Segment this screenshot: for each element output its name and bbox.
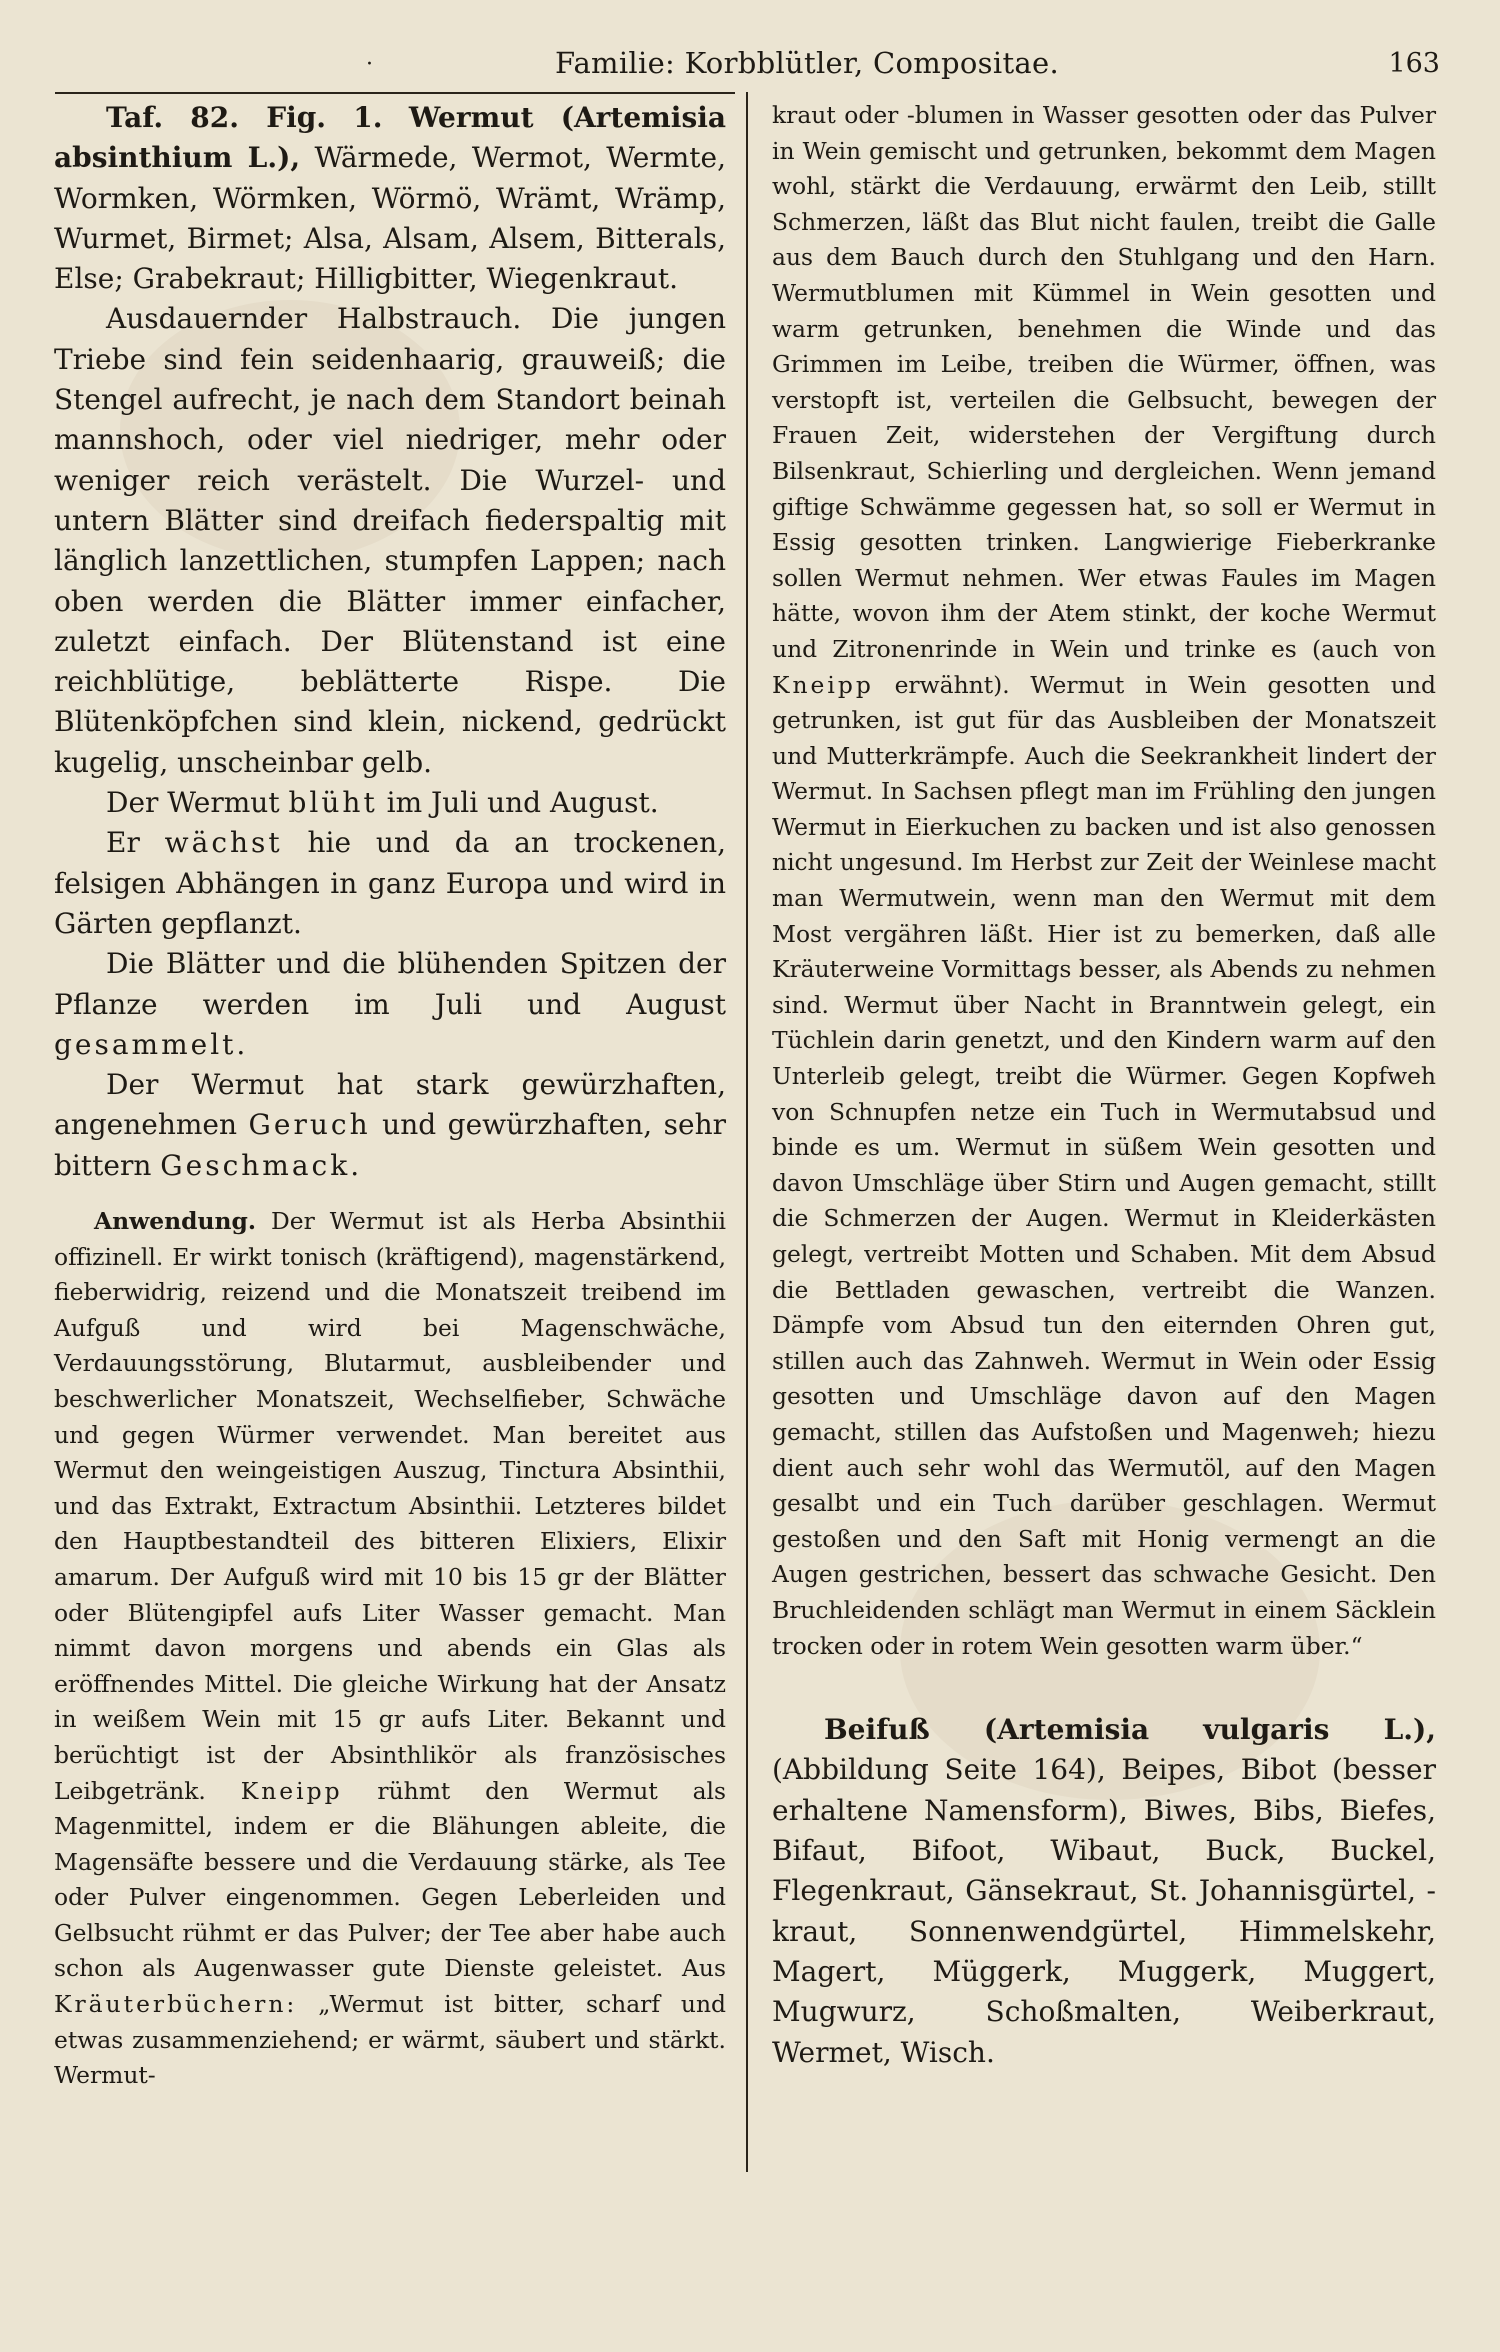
wermut-synonyms: Wärmede, Wermot, Wermte, Wormken, Wörmken, Wörmö, Wrämt, Wrämp, Wurmet, Birmet; Alsa, Alsam, Alsem, Bitterals, Else; Grabekraut; Hilligbitter, Wiegenkraut. [54,141,726,296]
header-rule [55,92,735,94]
quote-start: „Wermut ist bitter, scharf und etwas zusammenziehend; er wärmt, säubert und stärkt. Wermut- [54,1990,726,2090]
usage-kneipp-text: rühmt den Wermut als Magenmittel, indem er die Blähungen ableite, die Magensäfte bessere und die Verdauung stärke, als Tee oder Pulver eingenommen. Gegen Leberleiden und Gelbsucht rühmt er das Pulver; der Tee aber habe auch schon als Augenwasser gute Dienste geleistet. Aus [54,1776,727,1983]
beifuss-entry [772,1710,1436,2073]
habitat-prefix: Er [106,826,140,860]
quote-continuation [772,98,1436,1664]
smell-middle: und gewürzhaften, sehr bittern [54,1108,727,1182]
bloom-keyword: blüht [288,786,378,820]
bloom-prefix: Der Wermut [106,786,280,820]
kneipp-name-right: Kneipp [772,670,874,699]
column-divider [746,92,748,2172]
smell-prefix: Der Wermut hat stark gewürzhaften, angenehmen [54,1068,726,1142]
collection-prefix: Die Blätter und die blühenden Spitzen der Pflanze werden im Juli und August [54,947,726,1021]
quote-part-1: kraut oder -blumen in Wasser gesotten oder das Pulver in Wein gemischt und getrunken, bekommt dem Magen wohl, stärkt die Verdauung, erwärmt den Leib, stillt Schmerzen, läßt das Blut nicht faulen, treibt die Galle aus dem Bauch durch den Stuhlgang und den Harn. Wermutblumen mit Kümmel in Wein gesotten und warm getrunken, benehmen die Winde und das Grimmen im Leibe, treiben die Würmer, öffnen, was verstopft ist, verteilen die Gelbsucht, bewegen der Frauen Zeit, widerstehen der Vergiftung durch Bilsenkraut, Schierling und dergleichen. Wenn jemand giftige Schwämme gegessen hat, so soll er Wermut in Essig gesotten trinken. Langwierige Fieberkranke sollen Wermut nehmen. Wer etwas Faules im Magen hätte, wovon ihm der Atem stinkt, der koche Wermut und Zitronenrinde in Wein und trinke es (auch von [772,101,1436,663]
bloom-suffix: im Juli und August. [386,786,659,820]
beifuss-synonyms: (Abbildung Seite 164), Beipes, Bibot (besser erhaltene Namensform), Biwes, Bibs, Biefes, Bifaut, Bifoot, Wibaut, Buck, Buckel, Flegenkraut, Gänsekraut, St. Johannisgürtel, -kraut, Sonnenwendgürtel, Himmelskehr, Magert, Müggerk, Muggerk, Muggert, Mugwurz, Schoßmalten, Weiberkraut, Wermet, Wisch. [772,1753,1436,2069]
habitat-suffix: hie und da an trockenen, felsigen Abhängen in ganz Europa und wird in Gärten gepflanzt. [54,826,726,940]
quote-part-2: erwähnt). Wermut in Wein gesotten und getrunken, ist gut für das Ausbleiben der Monatszeit und Mutterkrämpfe. Auch die Seekrankheit lindert der Wermut. In Sachsen pflegt man im Frühling den jungen Wermut in Eierkuchen zu backen und ist also genossen nicht ungesund. Im Herbst zur Zeit der Weinlese macht man Wermutwein, wenn man den Wermut mit dem Most vergähren läßt. Hier ist zu bemerken, daß alle Kräuterweine Vormittags besser, als Abends zu nehmen sind. Wermut über Nacht in Branntwein gelegt, ein Tüchlein darin genetzt, und den Kindern warm auf den Unterleib gelegt, treibt die Würmer. Gegen Kopfweh von Schnupfen netze ein Tuch in Wermutabsud und binde es um. Wermut in süßem Wein gesotten und davon Umschläge über Stirn und Augen gemacht, stillt die Schmerzen der Augen. Wermut in Kleiderkästen gelegt, vertreibt Motten und Schaben. Mit dem Absud die Bettladen gewaschen, vertreibt die Wanzen. Dämpfe vom Absud tun den eiternden Ohren gut, stillen auch das Zahnweh. Wermut in Wein oder Essig gesotten und Umschläge davon auf den Magen gemacht, stillen das Aufstoßen und Magenweh; hiezu dient auch sehr wohl das Wermutöl, auf den Magen gesalbt und ein Tuch darüber geschlagen. Wermut gestoßen und den Saft mit Honig vermengt an die Augen gestrichen, bessert das schwache Gesicht. Den Bruchleidenden schlägt man Wermut in einem Säcklein trocken oder in rotem Wein gesotten warm über.“ [772,670,1437,1660]
usage-paragraph [54,1204,726,2094]
page-number: 163 [1388,48,1440,79]
usage-text: Der Wermut ist als Herba Absinthii offizinell. Er wirkt tonisch (kräftigend), magenstärkend, fieberwidrig, reizend und die Monatszeit treibend im Aufguß und wird bei Magenschwäche, Verdauungsstörung, Blutarmut, ausbleibender und beschwerlicher Monatszeit, Wechselfieber, Schwäche und gegen Würmer verwendet. Man bereitet aus Wermut den weingeistigen Auszug, Tinctura Absinthii, und das Extrakt, Extractum Absinthii. Letzteres bildet den Hauptbestandteil des bitteren Elixiers, Elixir amarum. Der Aufguß wird mit 10 bis 15 gr der Blätter oder Blütengipfel aufs Liter Wasser gemacht. Man nimmt davon morgens und abends ein Glas als eröffnendes Mittel. Die gleiche Wirkung hat der Ansatz in weißem Wein mit 15 gr aufs Liter. Bekannt und berüchtigt ist der Absinthlikör als französisches Leibgetränk. [54,1207,726,1805]
beifuss-name: Beifuß (Artemisia vulgaris L.), [824,1713,1436,1747]
usage-label: Anwendung. [94,1207,257,1236]
habitat-keyword: wächst [164,826,283,860]
wermut-name: Wermut (Artemisia absinthium L.), [54,101,726,175]
taste-keyword: Geschmack. [160,1148,363,1182]
bloom-paragraph [54,783,726,823]
plate-reference: Taf. 82. Fig. 1. [106,101,383,134]
wermut-description: Ausdauernder Halbstrauch. Die jungen Triebe sind fein seidenhaarig, grauweiß; die Stengel aufrecht, je nach dem Standort beinah mannshoch, oder viel niedriger, mehr oder weniger reich verästelt. Die Wurzel- und untern Blätter sind dreifach fiederspaltig mit länglich lanzettlichen, stumpfen Lappen; nach oben werden die Blätter immer einfacher, zuletzt einfach. Der Blütenstand ist eine reichblütige, beblätterte Rispe. Die Blütenköpfchen sind klein, nickend, gedrückt kugelig, unscheinbar gelb. [54,302,726,779]
wermut-entry-heading [54,98,726,299]
header-title: Familie: Korbblütler, Compositae. [555,46,1059,80]
running-header [50,44,1440,88]
kneipp-name: Kneipp [240,1776,343,1805]
right-column [772,98,1436,2073]
left-column [54,98,726,2094]
smell-keyword: Geruch [248,1108,371,1142]
habitat-paragraph [54,823,726,944]
herbal-books-label: Kräuterbüchern: [54,1990,298,2019]
collection-keyword: gesammelt. [54,1027,249,1061]
header-dot: · [366,52,373,77]
collection-paragraph [54,944,726,1065]
smell-paragraph [54,1065,726,1186]
